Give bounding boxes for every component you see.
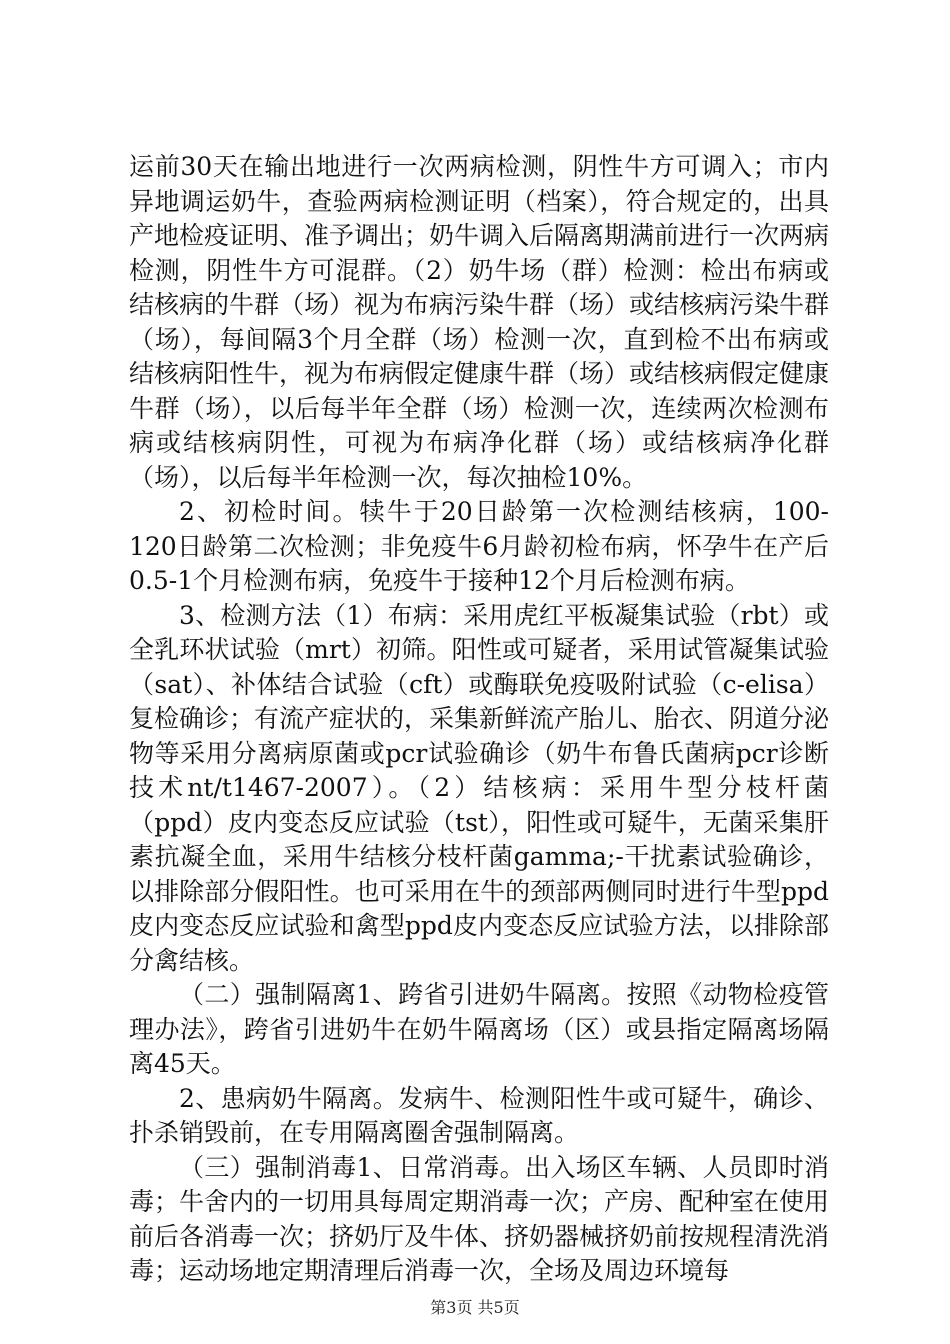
page-number-footer: 第3页 共5页 bbox=[430, 1298, 520, 1317]
paragraph-test-methods: 3、检测方法（1）布病：采用虎红平板凝集试验（rbt）或全乳环状试验（mrt）初筛。阳性或可疑者，采用试管凝集试验（sat）、补体结合试验（cft）或酶联免疫吸附试验（c-elisa）复检确诊；有流产症状的，采集新鲜流产胎儿、胎衣、阴道分泌物等采用分离病原菌或pcr试验确诊（奶牛布鲁氏菌病pcr诊断技术nt/t1467-2007）。（2）结核病：采用牛型分枝杆菌（ppd）皮内变态反应试验（tst），阳性或可疑牛，无菌采集肝素抗凝全血，采用牛结核分枝杆菌gamma;-干扰素试验确诊，以排除部分假阳性。也可采用在牛的颈部两侧同时进行牛型ppd皮内变态反应试验和禽型ppd皮内变态反应试验方法，以排除部分禽结核。 bbox=[129, 600, 830, 975]
paragraph-continued: 运前30天在输出地进行一次两病检测，阴性牛方可调入；市内异地调运奶牛，查验两病检测证明（档案），符合规定的，出具产地检疫证明、准予调出；奶牛调入后隔离期满前进行一次两病检测，阴性牛方可混群。（2）奶牛场（群）检测：检出布病或结核病的牛群（场）视为布病污染牛群（场）或结核病污染牛群（场），每间隔3个月全群（场）检测一次，直到检不出布病或结核病阳性牛，视为布病假定健康牛群（场）或结核病假定健康牛群（场），以后每半年全群（场）检测一次，连续两次检测布病或结核病阴性，可视为布病净化群（场）或结核病净化群（场），以后每半年检测一次，每次抽检10%。 bbox=[129, 152, 830, 492]
document-body bbox=[129, 150, 829, 1289]
paragraph-sick-cow-isolation: 2、患病奶牛隔离。发病牛、检测阳性牛或可疑牛，确诊、扑杀销毁前，在专用隔离圈舍强制隔离。 bbox=[129, 1083, 829, 1147]
paragraph-initial-test-time: 2、初检时间。犊牛于20日龄第一次检测结核病，100-120日龄第二次检测；非免疫牛6月龄初检布病，怀孕牛在产后0.5-1个月检测布病，免疫牛于接种12个月后检测布病。 bbox=[129, 497, 829, 595]
paragraph-forced-disinfection: （三）强制消毒1、日常消毒。出入场区车辆、人员即时消毒；牛舍内的一切用具每周定期消毒一次；产房、配种室在使用前后各消毒一次；挤奶厅及牛体、挤奶器械挤奶前按规程清洗消毒；运动场地定期清理后消毒一次，全场及周边环境每 bbox=[129, 1152, 830, 1285]
paragraph-forced-isolation: （二）强制隔离1、跨省引进奶牛隔离。按照《动物检疫管理办法》，跨省引进奶牛在奶牛隔离场（区）或县指定隔离场隔离45天。 bbox=[129, 980, 829, 1078]
